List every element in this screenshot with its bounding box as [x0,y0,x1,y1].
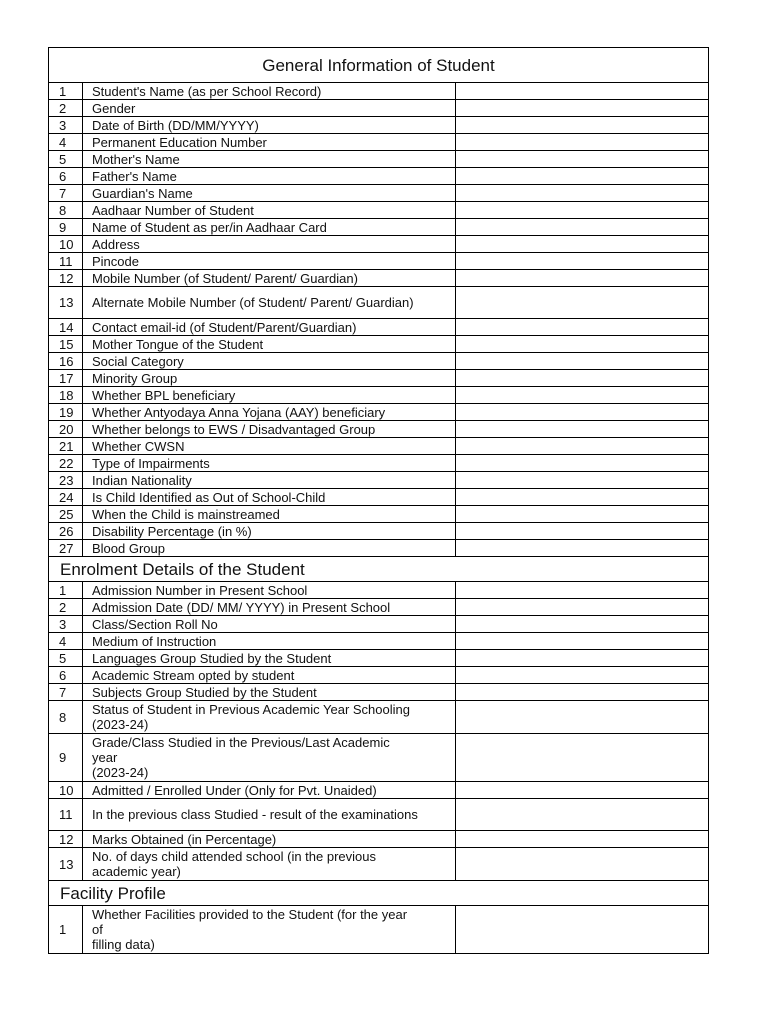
form-row [49,438,709,455]
field-value-cell[interactable] [456,667,709,684]
row-number: 20 [49,421,83,438]
field-label [83,906,456,954]
field-value-cell[interactable] [456,540,709,557]
field-label-line: Disability Percentage (in %) [92,523,252,539]
form-row [49,472,709,489]
field-label-line: Permanent Education Number [92,134,267,150]
field-label-line: (2023-24) [92,717,149,732]
row-number: 26 [49,523,83,540]
field-value-cell[interactable] [456,253,709,270]
field-label-line: Languages Group Studied by the Student [92,650,332,666]
form-row [49,202,709,219]
field-label-line: Grade/Class Studied in the Previous/Last Academic [92,735,390,750]
field-label-line: Subjects Group Studied by the Student [92,684,317,700]
field-label [83,202,456,219]
row-number: 19 [49,404,83,421]
field-label-line: In the previous class Studied - result of the examinations [92,807,418,822]
row-number: 13 [49,848,83,881]
form-row [49,455,709,472]
field-label [83,185,456,202]
field-label [83,523,456,540]
field-value-cell[interactable] [456,599,709,616]
field-label [83,100,456,117]
row-number: 4 [49,134,83,151]
form-row [49,353,709,370]
field-label-line: Class/Section Roll No [92,616,218,632]
form-row [49,336,709,353]
row-number: 7 [49,684,83,701]
field-value-cell[interactable] [456,100,709,117]
form-row [49,506,709,523]
field-label-line: Student's Name (as per School Record) [92,83,322,99]
row-number: 9 [49,734,83,782]
field-value-cell[interactable] [456,185,709,202]
field-label-line: Is Child Identified as Out of School-Child [92,489,326,505]
form-row [49,667,709,684]
field-value-cell[interactable] [456,616,709,633]
row-number: 15 [49,336,83,353]
field-value-cell[interactable] [456,848,709,881]
form-row [49,270,709,287]
form-row [49,253,709,270]
row-number: 14 [49,319,83,336]
row-number: 18 [49,387,83,404]
field-label [83,117,456,134]
field-label [83,219,456,236]
field-value-cell[interactable] [456,701,709,734]
field-label [83,799,456,831]
row-number: 1 [49,582,83,599]
form-row [49,404,709,421]
field-label-line: Guardian's Name [92,185,193,201]
field-label [83,455,456,472]
form-row [49,151,709,168]
field-label-line: filling data) [92,937,155,952]
form-row [49,540,709,557]
field-label [83,353,456,370]
row-number: 16 [49,353,83,370]
row-number: 24 [49,489,83,506]
field-value-cell[interactable] [456,168,709,185]
field-label [83,489,456,506]
field-value-cell[interactable] [456,472,709,489]
field-label [83,650,456,667]
form-row [49,219,709,236]
section-header-row [49,557,709,582]
field-label [83,633,456,650]
field-label-line: Whether Facilities provided to the Student (for the year [92,907,408,922]
field-label [83,270,456,287]
row-number: 21 [49,438,83,455]
field-label [83,472,456,489]
field-label-line: Minority Group [92,370,178,386]
field-value-cell[interactable] [456,387,709,404]
row-number: 13 [49,287,83,319]
row-number: 12 [49,831,83,848]
field-label-line: (2023-24) [92,765,149,780]
row-number: 10 [49,782,83,799]
section-header-row [49,881,709,906]
field-value-cell[interactable] [456,151,709,168]
form-row [49,100,709,117]
row-number: 2 [49,599,83,616]
field-label [83,287,456,319]
field-label [83,831,456,848]
field-value-cell[interactable] [456,370,709,387]
form-row [49,650,709,667]
field-label-line: year [92,750,118,765]
field-value-cell[interactable] [456,404,709,421]
field-label-line: Admitted / Enrolled Under (Only for Pvt. Unaided) [92,782,377,798]
field-label-line: Admission Date (DD/ MM/ YYYY) in Present School [92,599,391,615]
field-label [83,83,456,100]
field-label-line: No. of days child attended school (in the previous [92,849,377,864]
field-label [83,599,456,616]
field-value-cell[interactable] [456,906,709,954]
row-number: 22 [49,455,83,472]
field-label-line: Name of Student as per/in Aadhaar Card [92,219,327,235]
row-number: 23 [49,472,83,489]
row-number: 1 [49,83,83,100]
field-label-line: Admission Number in Present School [92,582,308,598]
field-label [83,616,456,633]
field-label-line: Whether Antyodaya Anna Yojana (AAY) beneficiary [92,404,386,420]
field-value-cell[interactable] [456,287,709,319]
field-label [83,168,456,185]
form-row [49,168,709,185]
form-row [49,287,709,319]
row-number: 3 [49,616,83,633]
field-label-line: Mother's Name [92,151,180,167]
field-label [83,438,456,455]
section-title: Facility Profile [49,881,709,906]
field-value-cell[interactable] [456,336,709,353]
field-label [83,734,456,782]
form-row [49,489,709,506]
form-row [49,848,709,881]
form-row [49,831,709,848]
field-value-cell[interactable] [456,202,709,219]
row-number: 6 [49,667,83,684]
form-row [49,684,709,701]
field-value-cell[interactable] [456,438,709,455]
field-value-cell[interactable] [456,421,709,438]
field-label [83,319,456,336]
field-value-cell[interactable] [456,684,709,701]
field-value-cell[interactable] [456,319,709,336]
form-row [49,782,709,799]
field-label [83,848,456,881]
field-label-line: Type of Impairments [92,455,210,471]
row-number: 4 [49,633,83,650]
row-number: 1 [49,906,83,954]
field-label [83,151,456,168]
field-label [83,506,456,523]
form-title: General Information of Student [49,48,709,83]
form-row [49,370,709,387]
form-row [49,599,709,616]
form-row [49,701,709,734]
field-label [83,582,456,599]
field-value-cell[interactable] [456,523,709,540]
form-row [49,387,709,404]
field-value-cell[interactable] [456,489,709,506]
field-label [83,336,456,353]
field-value-cell[interactable] [456,219,709,236]
form-row [49,421,709,438]
row-number: 11 [49,253,83,270]
field-label [83,540,456,557]
field-label-line: Father's Name [92,168,177,184]
form-row [49,633,709,650]
form-row [49,616,709,633]
row-number: 27 [49,540,83,557]
form-row [49,83,709,100]
field-label-line: Status of Student in Previous Academic Year Schooling [92,702,410,717]
field-label-line: of [92,922,103,937]
field-value-cell[interactable] [456,650,709,667]
field-label [83,404,456,421]
field-label-line: Medium of Instruction [92,633,217,649]
field-label [83,370,456,387]
field-label-line: Whether CWSN [92,438,185,454]
field-label-line: Mother Tongue of the Student [92,336,264,352]
field-value-cell[interactable] [456,831,709,848]
field-label-line: Aadhaar Number of Student [92,202,254,218]
field-value-cell[interactable] [456,83,709,100]
row-number: 8 [49,202,83,219]
field-value-cell[interactable] [456,270,709,287]
field-value-cell[interactable] [456,582,709,599]
form-row [49,185,709,202]
row-number: 12 [49,270,83,287]
field-label-line: Date of Birth (DD/MM/YYYY) [92,117,259,133]
form-row [49,236,709,253]
field-label-line: Indian Nationality [92,472,192,488]
row-number: 2 [49,100,83,117]
field-label-line: academic year) [92,864,181,879]
field-value-cell[interactable] [456,782,709,799]
field-label-line: Academic Stream opted by student [92,667,295,683]
row-number: 3 [49,117,83,134]
field-label-line: Alternate Mobile Number (of Student/ Parent/ Guardian) [92,295,414,310]
section-header-row [49,48,709,83]
row-number: 9 [49,219,83,236]
field-value-cell[interactable] [456,734,709,782]
field-label [83,782,456,799]
form-row [49,117,709,134]
row-number: 11 [49,799,83,831]
field-label [83,387,456,404]
row-number: 5 [49,650,83,667]
field-label-line: Whether belongs to EWS / Disadvantaged Group [92,421,376,437]
field-label [83,421,456,438]
field-label-line: Pincode [92,253,139,269]
field-value-cell[interactable] [456,353,709,370]
field-label-line: Gender [92,100,136,116]
form-row [49,582,709,599]
field-label-line: Whether BPL beneficiary [92,387,236,403]
field-label-line: Social Category [92,353,184,369]
row-number: 25 [49,506,83,523]
field-label [83,236,456,253]
field-label [83,684,456,701]
row-number: 6 [49,168,83,185]
field-value-cell[interactable] [456,117,709,134]
field-label [83,667,456,684]
field-value-cell[interactable] [456,506,709,523]
field-value-cell[interactable] [456,799,709,831]
row-number: 8 [49,701,83,734]
row-number: 5 [49,151,83,168]
row-number: 7 [49,185,83,202]
form-row [49,734,709,782]
student-information-form [48,47,709,954]
row-number: 17 [49,370,83,387]
form-row [49,319,709,336]
form-body [49,48,709,954]
field-value-cell[interactable] [456,134,709,151]
field-label-line: Marks Obtained (in Percentage) [92,831,277,847]
form-row [49,799,709,831]
field-label-line: Contact email-id (of Student/Parent/Guardian) [92,319,357,335]
field-value-cell[interactable] [456,633,709,650]
row-number: 10 [49,236,83,253]
field-label-line: Mobile Number (of Student/ Parent/ Guardian) [92,270,358,286]
field-label-line: Address [92,236,140,252]
form-row [49,906,709,954]
field-label [83,134,456,151]
field-value-cell[interactable] [456,236,709,253]
form-row [49,134,709,151]
field-label [83,253,456,270]
field-label-line: When the Child is mainstreamed [92,506,280,522]
field-value-cell[interactable] [456,455,709,472]
field-label [83,701,456,734]
field-label-line: Blood Group [92,540,165,556]
section-title: Enrolment Details of the Student [49,557,709,582]
form-row [49,523,709,540]
